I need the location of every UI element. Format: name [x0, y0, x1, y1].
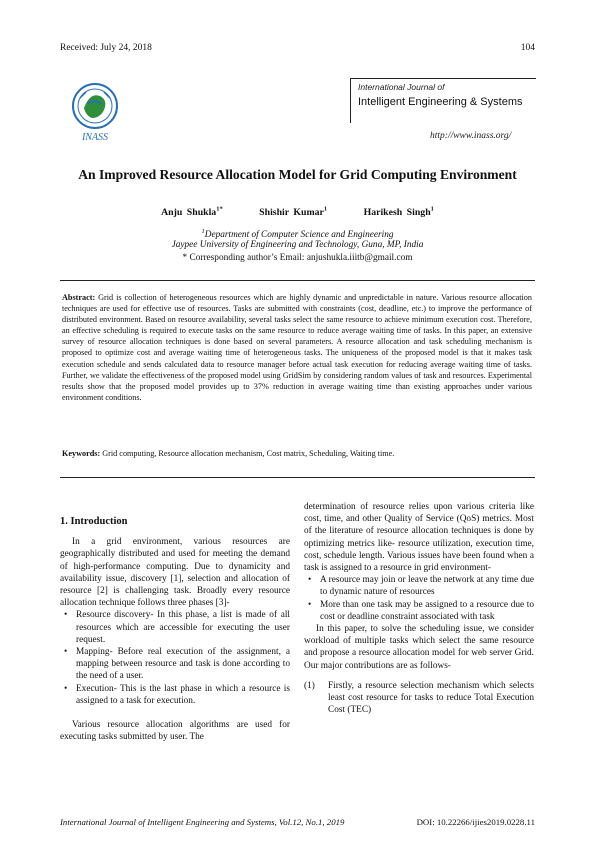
- footer-doi[interactable]: DOI: 10.22266/ijies2019.0228.11: [416, 817, 535, 827]
- affiliation-university: Jaypee University of Engineering and Technology, Guna, MP, India: [171, 240, 424, 250]
- list-item: • Resource discovery- In this phase, a list is made of all resources which are accessible for executing the user request.: [60, 609, 290, 646]
- keywords-label: Keywords:: [62, 449, 101, 458]
- abstract-text: Grid is collection of heterogeneous resources which are highly dynamic and unpredictable in nature. Various resource allocation techniques are used for effective use of resources. Tasks are submitted with constraints (cost, deadline, etc.) to improve the performance of distributed environment. Based on resource availability, several tasks select the same resource to achieve minimum execution cost. Therefore, an effective scheduling is required to execute tasks on the same resource to reduce average waiting time of tasks. In this paper, an extensive survey of resource allocation techniques is done based on several parameters. A resource allocation and task scheduling mechanism is proposed to optimize cost and average waiting time of heterogeneous tasks. The uniqueness of the proposed model is that it makes task execution schedule and sends calculated data to resource manager before actual task execution for reducing average waiting time of tasks. Further, we validate the effectiveness of the proposed model using GridSim by considering random values of task and resources. Experimental results show that the proposed model provides up to 37% reduction in average waiting time than existing approaches under various environment conditions.: [62, 293, 532, 402]
- left-column: [60, 516, 290, 743]
- issue-list: [304, 574, 534, 623]
- journal-name-line1: International Journal of: [358, 82, 445, 92]
- author-1: Anju Shukla$^{1*}$: [161, 206, 223, 219]
- affiliation-department: $^1$Department of Computer Science and Engineering: [201, 228, 394, 241]
- intro-paragraph-1: In a grid environment, various resources are geographically distributed and used for meeting the demand of high-performance computing. Due to dynamicity and availability issue, discovery [1], selection and allocation of resource [2] is challenging task. Broadly every resource allocation technique follows three phases [3]-: [60, 537, 290, 609]
- divider-top: [60, 280, 535, 281]
- list-item: • Mapping- Before real execution of the assignment, a mapping between resource and task is done according to the need of a user.: [60, 646, 290, 683]
- abstract: [62, 292, 532, 403]
- page-number: 104: [520, 43, 535, 53]
- footer-journal-citation: International Journal of Intelligent Engineering and Systems, Vol.12, No.1, 2019: [60, 817, 345, 827]
- list-item: • Execution- This is the last phase in which a resource is assigned to a task for execution.: [60, 683, 290, 707]
- phase-list: [60, 609, 290, 707]
- journal-name-line2: Intelligent Engineering & Systems: [358, 96, 523, 108]
- list-item: • More than one task may be assigned to a resource due to cost or deadline constraint associated with task: [304, 599, 534, 623]
- corresponding-author: * Corresponding author’s Email: anjushukla.iiitb@gmail.com: [182, 253, 413, 263]
- received-date: Received: July 24, 2018: [60, 43, 152, 53]
- paper-title: An Improved Resource Allocation Model for Grid Computing Environment: [78, 167, 517, 182]
- intro-paragraph-4: In this paper, to solve the scheduling issue, we consider workload of multiple tasks which select the same resource and propose a resource allocation model for web server Grid. Our major contributions are as follows-: [304, 624, 534, 671]
- contribution-item: [304, 680, 534, 717]
- logo-text: INASS: [81, 132, 109, 143]
- contribution-number: (1): [304, 680, 315, 691]
- contribution-text: Firstly, a resource selection mechanism which selects least cost resource for tasks to reduce Total Execution Cost (TEC): [328, 680, 534, 716]
- keywords-text: Grid computing, Resource allocation mechanism, Cost matrix, Scheduling, Waiting time.: [102, 449, 395, 458]
- section-heading-introduction: 1. Introduction: [60, 516, 128, 527]
- author-3: Harikesh Singh$^1$: [363, 206, 434, 219]
- author-list: [0, 206, 595, 218]
- inass-logo: [66, 78, 124, 146]
- intro-paragraph-3: determination of resource relies upon various criteria like cost, time, and other Quality of Service (QoS) metrics. Most of the literature of resource allocation techniques is done by optimizing metrics like- resource utilization, execution time, cost, schedule length. Various issues have been found when a task is assigned to a resource in grid environment-: [304, 502, 534, 574]
- divider-bottom: [60, 477, 535, 478]
- abstract-label: Abstract:: [62, 293, 96, 302]
- keywords: [62, 449, 532, 458]
- intro-paragraph-2: Various resource allocation algorithms are used for executing tasks submitted by user. The: [60, 720, 290, 743]
- list-item: • A resource may join or leave the network at any time due to dynamic nature of resources: [304, 574, 534, 598]
- author-2: Shishir Kumar$^1$: [259, 206, 328, 219]
- right-column: [304, 501, 534, 716]
- journal-url-link[interactable]: http://www.inass.org/: [430, 131, 512, 141]
